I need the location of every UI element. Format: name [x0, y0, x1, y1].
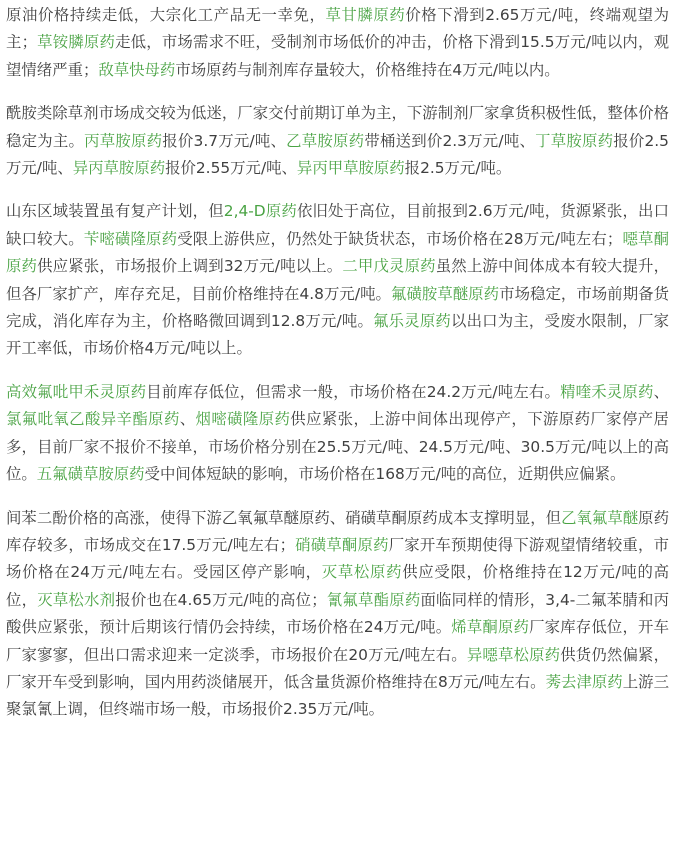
- body-text: 报2.5万元/吨。: [404, 159, 512, 178]
- body-text: 面临同样的情形，3,4-二氟苯腈和丙酸供应紧张，预计后期该行情仍会持续，市场价格在24万元/吨。: [6, 590, 669, 637]
- product-name-highlight: 2,4-D原药: [223, 202, 297, 221]
- body-text: 供应紧张，上游中间体出现停产，下游原药厂家停产居多，目前厂家不报价不接单，市场价格分别在25.5万元/吨、24.5万元/吨、30.5万元/吨以上的高位。: [6, 410, 669, 484]
- product-name-highlight: 丙草胺原药: [84, 131, 163, 150]
- body-text: 上游三聚氯氰上调，但终端市场一般，市场报价2.35万元/吨。: [6, 672, 669, 719]
- body-text: 报价也在4.65万元/吨的高位；: [115, 590, 327, 609]
- body-text: 间苯二酚价格的高涨，使得下游乙氧氟草醚原药、硝磺草酮原药成本支撑明显，但: [6, 508, 562, 527]
- body-text: 带桶送到价2.3万元/吨、: [364, 131, 536, 150]
- product-name-highlight: 噁草酮原药: [6, 229, 669, 276]
- body-text: 供货仍然偏紧，厂家开车受到影响，国内用药淡储展开，低含量货源价格维持在8万元/吨左右。: [6, 645, 669, 691]
- product-name-highlight: 草铵膦原药: [36, 33, 116, 52]
- body-text: 供应受限，价格维持在12万元/吨的高位，: [6, 563, 669, 609]
- body-text: 、: [179, 410, 196, 429]
- body-text: 依旧处于高位，目前报到2.6万元/吨，货源紧张，出口缺口较大。: [6, 202, 669, 248]
- product-name-highlight: 乙草胺原药: [286, 131, 365, 150]
- body-text: 报价2.5万元/吨、: [6, 131, 669, 178]
- product-name-highlight: 莠去津原药: [545, 672, 623, 691]
- product-name-highlight: 苄嘧磺隆原药: [83, 229, 178, 248]
- paragraph-glyphosate-market: [6, 2, 669, 84]
- body-text: 以出口为主，受废水限制，厂家开工率低，市场价格4万元/吨以上。: [6, 312, 669, 358]
- product-name-highlight: 灭草松原药: [321, 563, 403, 582]
- product-name-highlight: 灭草松水剂: [37, 590, 116, 609]
- body-text: 厂家库存低位，开车厂家寥寥，但出口需求迎来一定淡季，市场报价在20万元/吨左右。: [6, 618, 669, 664]
- body-text: 市场稳定，市场前期备货完成，消化库存为主，价格略微回调到12.8万元/吨。: [6, 284, 669, 331]
- product-name-highlight: 丁草胺原药: [535, 131, 614, 150]
- body-text: 酰胺类除草剂市场成交较为低迷，厂家交付前期订单为主，下游制剂厂家拿货积极性低，整体价格稳定为主。: [6, 104, 669, 150]
- product-name-highlight: 高效氟吡甲禾灵原药: [6, 382, 147, 401]
- product-name-highlight: 氟磺胺草醚原药: [391, 284, 500, 303]
- paragraph-fluazifop-sulfonylurea: [6, 379, 669, 489]
- body-text: 原药库存较多，市场成交在17.5万元/吨左右；: [6, 508, 669, 554]
- body-text: 报价3.7万元/吨、: [162, 131, 287, 150]
- body-text: 市场原药与制剂库存量较大，价格维持在4万元/吨以内。: [175, 60, 560, 79]
- body-text: 价格下滑到2.65万元/吨，终端观望为主；: [6, 6, 669, 52]
- paragraph-shandong-supply: [6, 198, 669, 362]
- product-name-highlight: 异丙草胺原药: [72, 159, 166, 178]
- product-name-highlight: 五氟磺草胺原药: [36, 465, 145, 484]
- body-text: 受中间体短缺的影响，市场价格在168万元/吨的高位，近期供应偏紧。: [144, 465, 626, 484]
- body-text: 走低，市场需求不旺，受制剂市场低价的冲击，价格下滑到15.5万元/吨以内，观望情绪严重；: [6, 33, 669, 79]
- product-name-highlight: 敌草快母药: [98, 60, 176, 79]
- body-text: 山东区域装置虽有复产计划，但: [6, 202, 224, 221]
- product-name-highlight: 异丙甲草胺原药: [296, 159, 405, 178]
- product-name-highlight: 烯草酮原药: [451, 618, 530, 637]
- product-name-highlight: 草甘膦原药: [325, 6, 406, 24]
- body-text: 供应紧张，市场报价上调到32万元/吨以上。: [37, 257, 343, 276]
- body-text: 厂家开车预期使得下游观望情绪较重，市场价格在24万元/吨左右。受园区停产影响，: [6, 535, 669, 582]
- product-name-highlight: 氯氟吡氧乙酸异辛酯原药: [6, 410, 180, 429]
- paragraph-resorcinol-impact: [6, 505, 669, 724]
- body-text: 虽然上游中间体成本有较大提升，但各厂家扩产，库存充足，目前价格维持在4.8万元/吨。: [6, 257, 669, 303]
- body-text: 、: [653, 382, 669, 401]
- body-text: 原油价格持续走低，大宗化工产品无一幸免，: [6, 6, 326, 24]
- product-name-highlight: 烟嘧磺隆原药: [195, 410, 291, 429]
- product-name-highlight: 氟乐灵原药: [373, 312, 451, 331]
- product-name-highlight: 异噁草松原药: [466, 645, 561, 664]
- paragraph-amide-herbicides: [6, 100, 669, 182]
- product-name-highlight: 精喹禾灵原药: [560, 382, 654, 401]
- body-text: 受限上游供应，仍然处于缺货状态，市场价格在28万元/吨左右；: [177, 229, 623, 248]
- body-text: 报价2.55万元/吨、: [165, 159, 297, 178]
- product-name-highlight: 氰氟草酯原药: [326, 590, 421, 609]
- body-text: 目前库存低位，但需求一般，市场价格在24.2万元/吨左右。: [146, 382, 561, 401]
- product-name-highlight: 二甲戊灵原药: [342, 257, 436, 276]
- product-name-highlight: 硝磺草酮原药: [294, 535, 389, 554]
- product-name-highlight: 乙氧氟草醚: [561, 508, 639, 527]
